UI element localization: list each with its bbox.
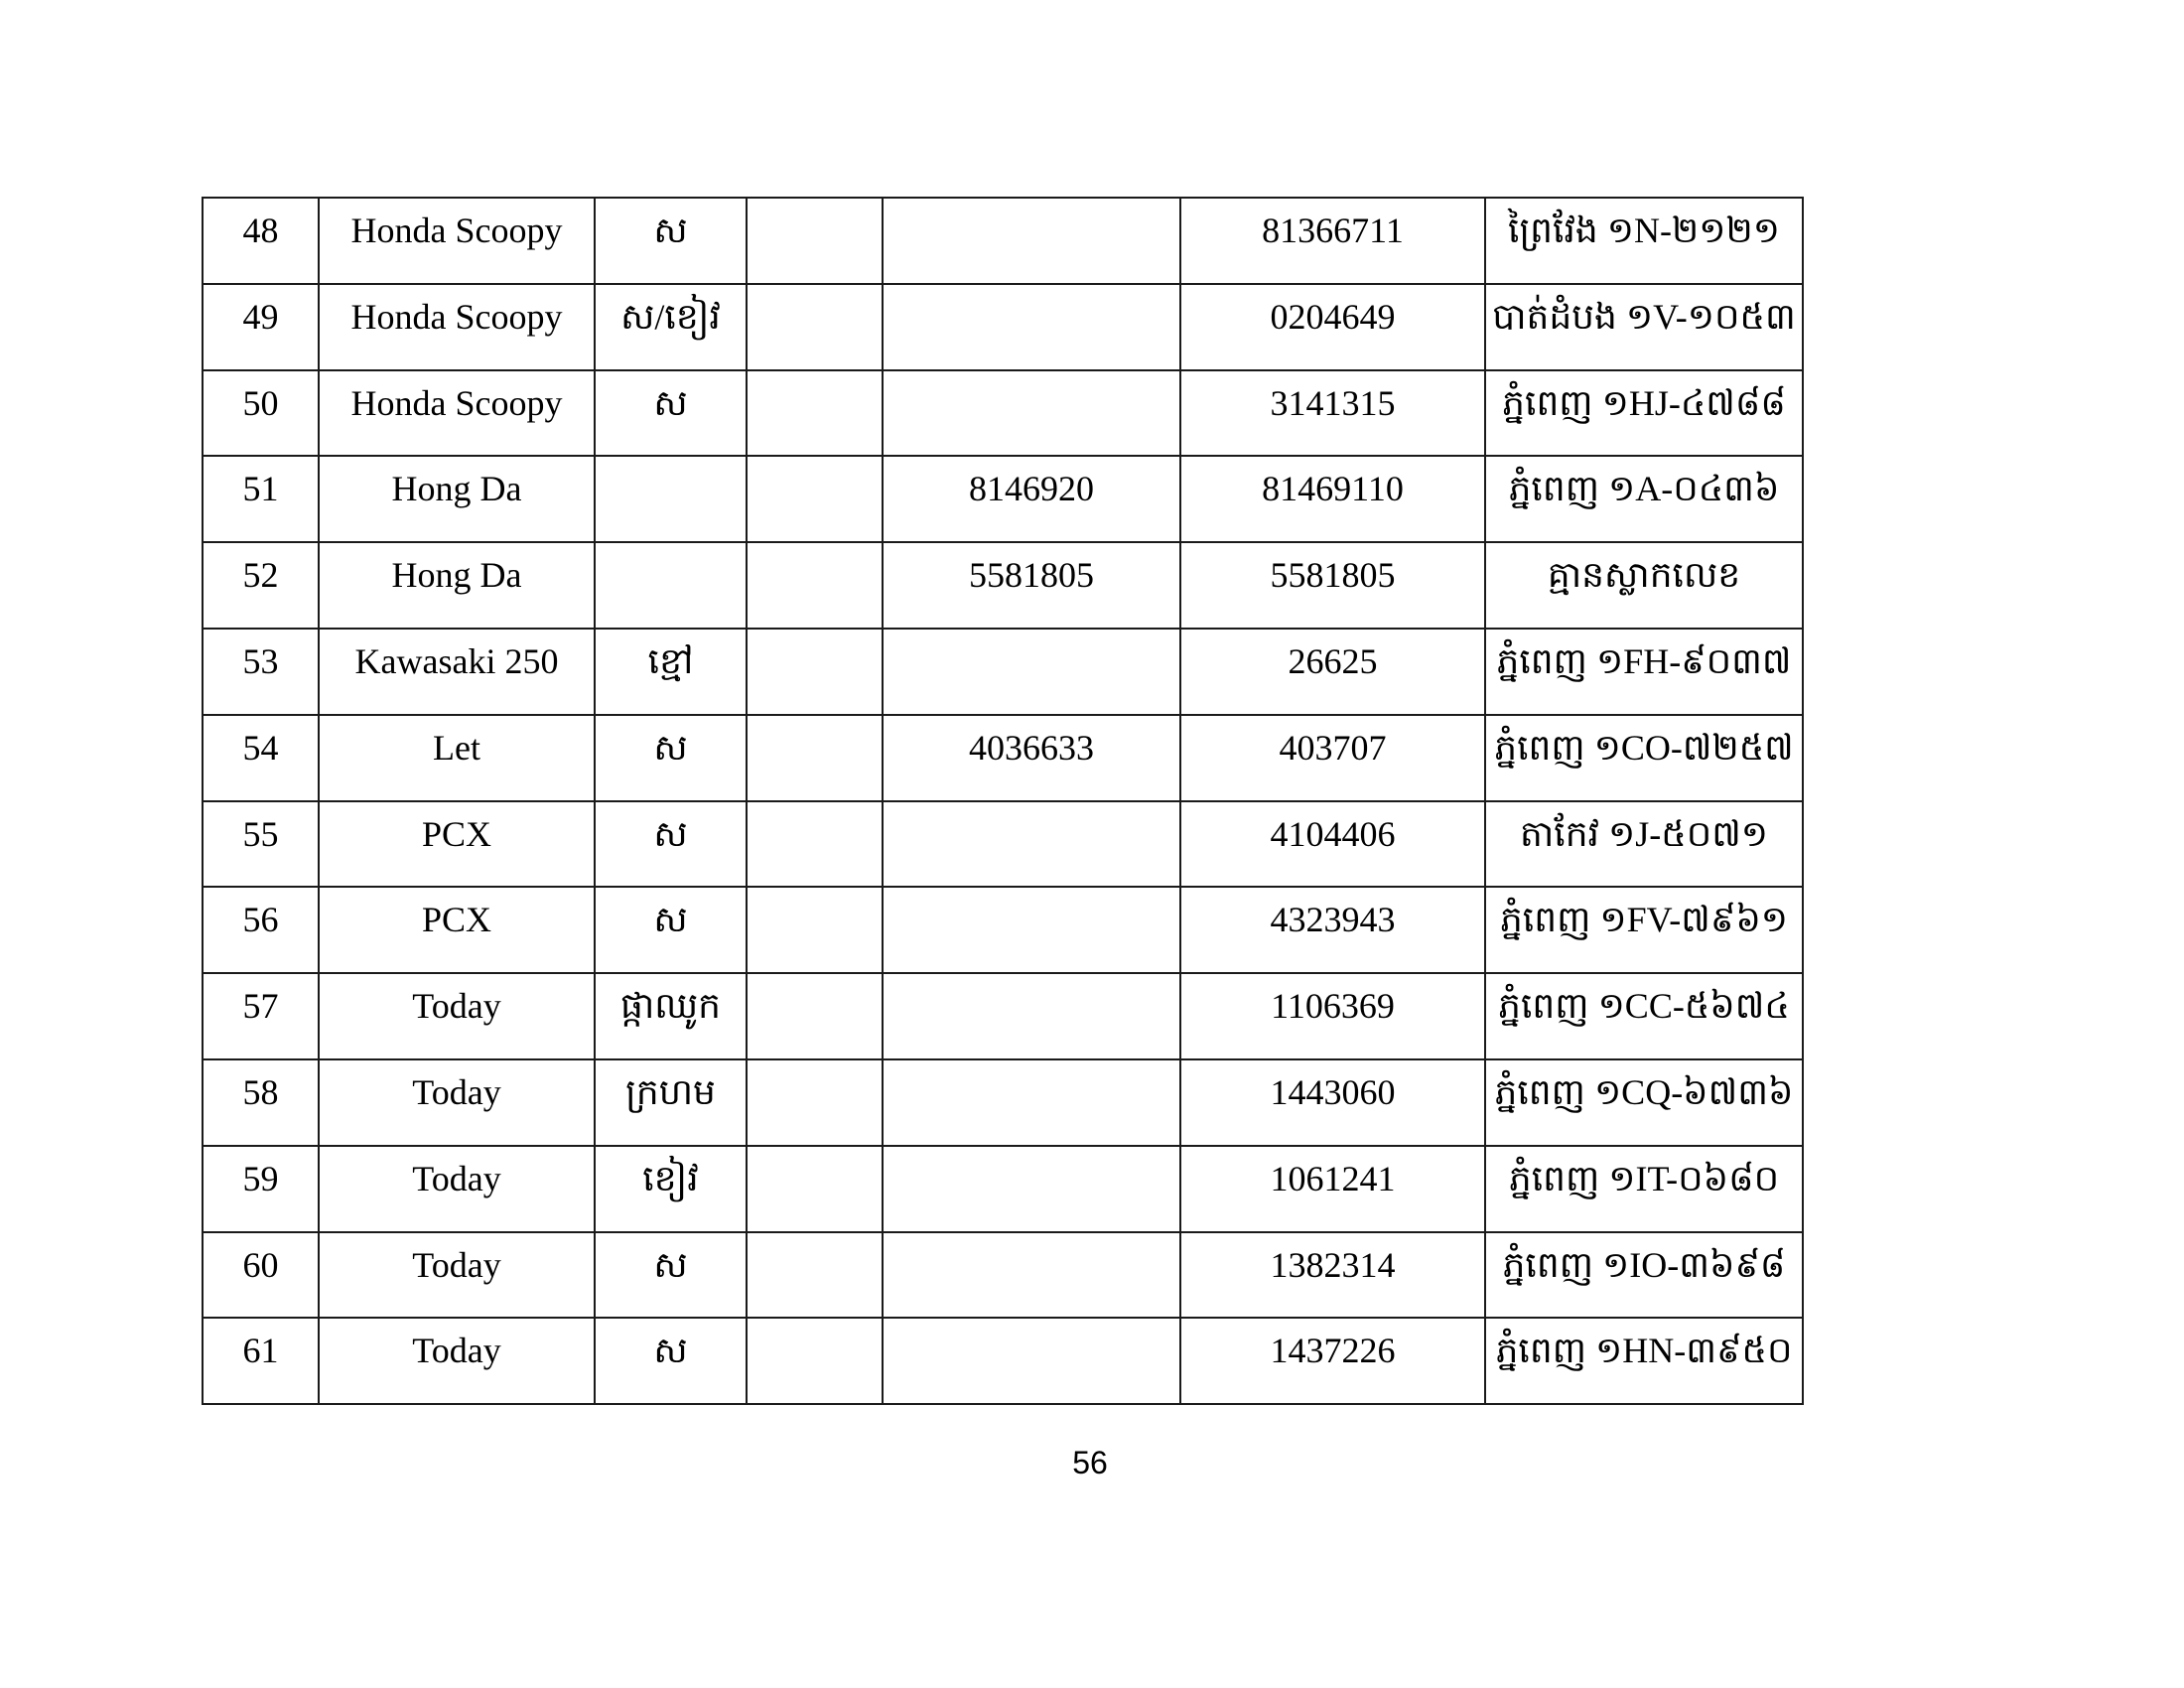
table-row	[203, 1318, 1803, 1404]
cell-plate: ភ្នំពេញ ១CC-៥៦៧៤	[1485, 973, 1803, 1059]
cell-color: ស	[595, 198, 747, 284]
cell-empty	[747, 973, 883, 1059]
cell-empty	[747, 1318, 883, 1404]
table-row	[203, 715, 1803, 801]
cell-color: ស	[595, 715, 747, 801]
cell-phone-alt: 5581805	[883, 542, 1180, 629]
cell-row-number: 54	[203, 715, 319, 801]
cell-phone: 26625	[1180, 629, 1485, 715]
cell-brand: PCX	[319, 887, 595, 973]
cell-color: ផ្កាឈូក	[595, 973, 747, 1059]
cell-phone-alt	[883, 1232, 1180, 1319]
cell-empty	[747, 456, 883, 542]
cell-brand: Today	[319, 1146, 595, 1232]
cell-row-number: 50	[203, 370, 319, 457]
cell-phone-alt	[883, 1059, 1180, 1146]
cell-phone-alt	[883, 629, 1180, 715]
cell-phone: 4104406	[1180, 801, 1485, 888]
cell-brand: Today	[319, 1059, 595, 1146]
cell-empty	[747, 887, 883, 973]
vehicle-table	[202, 197, 1804, 1405]
table-row	[203, 542, 1803, 629]
cell-row-number: 57	[203, 973, 319, 1059]
cell-brand: Today	[319, 973, 595, 1059]
table-row	[203, 370, 1803, 457]
table-row	[203, 198, 1803, 284]
cell-brand: Honda Scoopy	[319, 284, 595, 370]
cell-row-number: 59	[203, 1146, 319, 1232]
cell-plate: ភ្នំពេញ ១HJ-៤៧៨៨	[1485, 370, 1803, 457]
cell-phone-alt: 4036633	[883, 715, 1180, 801]
cell-row-number: 49	[203, 284, 319, 370]
cell-plate: ភ្នំពេញ ១HN-៣៩៥០	[1485, 1318, 1803, 1404]
cell-phone: 1443060	[1180, 1059, 1485, 1146]
cell-row-number: 52	[203, 542, 319, 629]
cell-empty	[747, 801, 883, 888]
cell-row-number: 51	[203, 456, 319, 542]
cell-empty	[747, 198, 883, 284]
cell-color	[595, 542, 747, 629]
cell-phone-alt	[883, 887, 1180, 973]
cell-plate: តាកែវ ១J-៥០៧១	[1485, 801, 1803, 888]
cell-brand: Hong Da	[319, 456, 595, 542]
cell-color: ស	[595, 1232, 747, 1319]
cell-row-number: 61	[203, 1318, 319, 1404]
cell-plate: ភ្នំពេញ ១A-០៤៣៦	[1485, 456, 1803, 542]
cell-brand: Honda Scoopy	[319, 198, 595, 284]
cell-brand: Today	[319, 1232, 595, 1319]
cell-brand: Kawasaki 250	[319, 629, 595, 715]
cell-phone: 3141315	[1180, 370, 1485, 457]
table-row	[203, 456, 1803, 542]
table-body	[203, 198, 1803, 1404]
cell-empty	[747, 715, 883, 801]
cell-phone: 1382314	[1180, 1232, 1485, 1319]
cell-color: ក្រហម	[595, 1059, 747, 1146]
cell-empty	[747, 542, 883, 629]
cell-phone-alt	[883, 801, 1180, 888]
table-row	[203, 887, 1803, 973]
cell-color	[595, 456, 747, 542]
cell-phone: 1437226	[1180, 1318, 1485, 1404]
table-row	[203, 1146, 1803, 1232]
cell-color: ស	[595, 887, 747, 973]
cell-row-number: 56	[203, 887, 319, 973]
cell-phone: 1106369	[1180, 973, 1485, 1059]
cell-phone: 0204649	[1180, 284, 1485, 370]
cell-phone-alt	[883, 284, 1180, 370]
cell-empty	[747, 370, 883, 457]
cell-phone-alt	[883, 973, 1180, 1059]
table-row	[203, 1232, 1803, 1319]
cell-phone: 5581805	[1180, 542, 1485, 629]
cell-plate: ភ្នំពេញ ១IO-៣៦៩៨	[1485, 1232, 1803, 1319]
cell-phone-alt: 8146920	[883, 456, 1180, 542]
cell-color: ខ្មៅ	[595, 629, 747, 715]
cell-color: ខៀវ	[595, 1146, 747, 1232]
page-number: 56	[1072, 1445, 1108, 1480]
cell-empty	[747, 1232, 883, 1319]
cell-row-number: 53	[203, 629, 319, 715]
cell-color: ស	[595, 1318, 747, 1404]
cell-brand: Today	[319, 1318, 595, 1404]
cell-plate: ភ្នំពេញ ១FH-៩០៣៧	[1485, 629, 1803, 715]
cell-color: ស	[595, 370, 747, 457]
cell-row-number: 60	[203, 1232, 319, 1319]
cell-phone-alt	[883, 1146, 1180, 1232]
cell-phone: 81366711	[1180, 198, 1485, 284]
cell-color: ស/ខៀវ	[595, 284, 747, 370]
cell-phone: 1061241	[1180, 1146, 1485, 1232]
cell-phone: 81469110	[1180, 456, 1485, 542]
cell-row-number: 58	[203, 1059, 319, 1146]
cell-empty	[747, 1059, 883, 1146]
cell-phone: 4323943	[1180, 887, 1485, 973]
cell-plate: ភ្នំពេញ ១IT-០៦៨០	[1485, 1146, 1803, 1232]
table-row	[203, 801, 1803, 888]
cell-plate: ព្រៃវែង ១N-២១២១	[1485, 198, 1803, 284]
cell-brand: Hong Da	[319, 542, 595, 629]
cell-empty	[747, 629, 883, 715]
cell-plate: ភ្នំពេញ ១FV-៧៩៦១	[1485, 887, 1803, 973]
cell-brand: Let	[319, 715, 595, 801]
cell-brand: PCX	[319, 801, 595, 888]
table-row	[203, 973, 1803, 1059]
table-row	[203, 629, 1803, 715]
cell-plate: បាត់ដំបង ១V-១០៥៣	[1485, 284, 1803, 370]
table-row	[203, 1059, 1803, 1146]
cell-empty	[747, 284, 883, 370]
cell-plate: គ្មានស្លាកលេខ	[1485, 542, 1803, 629]
cell-phone-alt	[883, 198, 1180, 284]
cell-phone-alt	[883, 370, 1180, 457]
cell-row-number: 48	[203, 198, 319, 284]
cell-phone: 403707	[1180, 715, 1485, 801]
cell-plate: ភ្នំពេញ ១CO-៧២៥៧	[1485, 715, 1803, 801]
cell-phone-alt	[883, 1318, 1180, 1404]
cell-color: ស	[595, 801, 747, 888]
cell-empty	[747, 1146, 883, 1232]
table-row	[203, 284, 1803, 370]
cell-brand: Honda Scoopy	[319, 370, 595, 457]
cell-row-number: 55	[203, 801, 319, 888]
cell-plate: ភ្នំពេញ ១CQ-៦៧៣៦	[1485, 1059, 1803, 1146]
